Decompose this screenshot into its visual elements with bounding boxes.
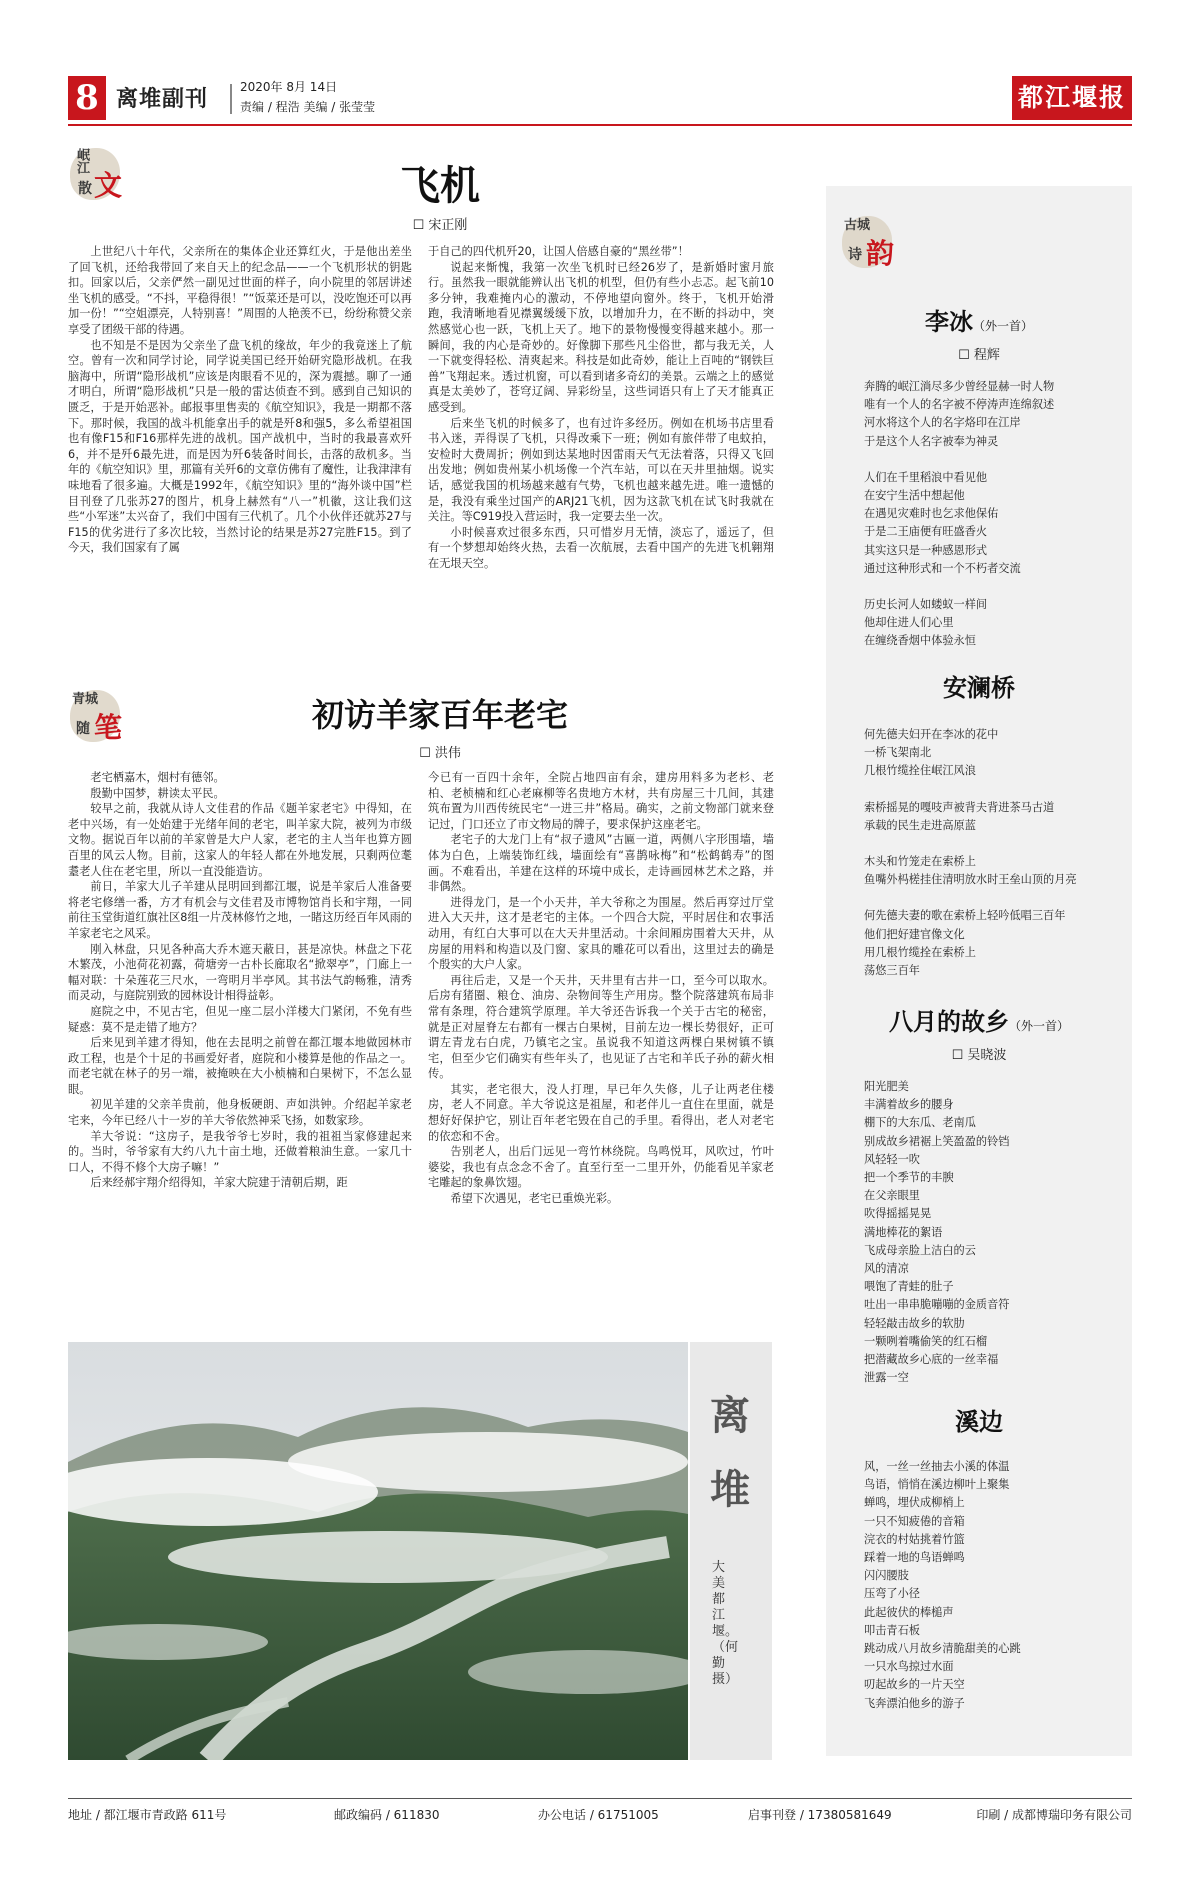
masthead-rule bbox=[68, 124, 1132, 126]
paragraph: 后来经郝宇翔介绍得知，羊家大院建于清朝后期，距 bbox=[90, 1176, 348, 1190]
poem-title-text: 安澜桥 bbox=[943, 673, 1015, 702]
issue-date: 2020年 8月 14日 bbox=[240, 80, 338, 94]
newspaper-logo: 都江堰报 bbox=[1012, 76, 1132, 120]
poem-line: 一只水鸟掠过水面 bbox=[864, 1660, 954, 1674]
paragraph: 前日，羊家大儿子羊建从昆明回到都江堰，说是羊家后人准备要将老宅修缮一番，方才有机会与文佳君及市博物馆肖长和宇翔，一同前往玉堂街道红旗社区8组一片茂林修竹之地，一睹这历经百年风雨的羊家老宅之风采。 bbox=[68, 880, 412, 940]
poem-line: 一桥飞架南北 bbox=[864, 746, 932, 760]
badge-small-text-2: 散 bbox=[78, 181, 92, 197]
article-plane-column-2 bbox=[428, 244, 774, 571]
footer-postcode: 邮政编码 / 611830 bbox=[334, 1808, 440, 1822]
poem-line: 把潜藏故乡心底的一丝幸福 bbox=[864, 1353, 999, 1367]
article-byline-old-house: ☐ 洪伟 bbox=[419, 746, 461, 761]
paragraph: 羊大爷说：“这房子，是我爷爷七岁时，我的祖祖当家修建起来的。当时，爷爷家有大约八九十亩土地，还做着粮油生意。一家几十口人，不得不修个大房子嘛！” bbox=[68, 1129, 412, 1174]
paragraph: 进得龙门，是一个小天井，羊大爷称之为围屋。然后再穿过厅堂进入大天井，这才是老宅的主体。一个四合大院，平时居住和农事活动用，有红白大事可以在大天井里活动。十余间厢房围着大天井，从房屋的用料和构造以及门窗、家具的雕花可以看出，这里过去的确是个殷实的大户人家。 bbox=[428, 895, 774, 972]
poem-title bbox=[826, 1002, 1132, 1037]
poem-line: 通过这种形式和一个不朽者交流 bbox=[864, 561, 1021, 575]
poem-line: 他们把好建官像文化 bbox=[864, 927, 965, 941]
badge-big-text: 笔 bbox=[94, 711, 123, 744]
badge-big-text: 韵 bbox=[866, 237, 895, 270]
paragraph: 希望下次遇见，老宅已重焕光彩。 bbox=[450, 1192, 619, 1206]
section-name: 离堆副刊 bbox=[116, 87, 209, 112]
poem-author: ☐ 吴晓波 bbox=[951, 1048, 1007, 1063]
masthead bbox=[68, 76, 1132, 122]
paragraph: 后来坐飞机的时候多了，也有过许多经历。例如在机场书店里看书入迷，弄得误了飞机，只得改乘下一班；例如有旅伴带了电蚊拍，安检时大费周折；例如到达某地时因雷雨天气无法着落，只得又飞回出发地；例如贵州某小机场像一个汽车站，可以在天井里抽烟。说实话，感觉我国的机场越来越有气势，飞机也越来越先进。唯一遗憾的是，我没有乘坐过国产的ARJ21飞机，因为这款飞机在试飞时我就在关注。等C919投入营运时，我一定要去坐一次。 bbox=[428, 416, 774, 524]
paragraph: 庭院之中，不见古宅，但见一座二层小洋楼大门紧闭，不免有些疑惑：莫不是走错了地方？ bbox=[68, 1004, 412, 1034]
poem-line: 他却住进人们心里 bbox=[864, 616, 954, 630]
article-title-plane: 飞机 bbox=[400, 162, 480, 209]
poem-title-text: 八月的故乡 bbox=[888, 1007, 1009, 1036]
poem-line: 喂饱了青蛙的肚子 bbox=[864, 1280, 954, 1294]
poem-body bbox=[864, 726, 1124, 980]
poem-line: 风的清凉 bbox=[864, 1262, 909, 1276]
article-byline-plane: ☐ 宋正刚 bbox=[412, 218, 468, 233]
article-house-column-2 bbox=[428, 770, 774, 1207]
poem-line: 在缠绕香烟中体验永恒 bbox=[864, 634, 976, 648]
poem-title bbox=[826, 668, 1132, 703]
poem-title bbox=[826, 1402, 1132, 1437]
poem-line: 一颗咧着嘴偷笑的红石榴 bbox=[864, 1334, 988, 1348]
poem-line: 其实这只是一种感恩形式 bbox=[864, 543, 988, 557]
paragraph: 上世纪八十年代，父亲所在的集体企业还算红火，于是他出差坐了回飞机，还给我带回了来自天上的纪念品——一个飞机形状的钥匙扣。回家以后，父亲俨然一副见过世面的样子，向小院里的邻居讲述坐飞机的感受。“不抖，平稳得很！”“饭菜还是可以，没吃饱还可以再加一份！”“空姐漂亮，人特别喜！”周围的人艳羡不已，纷纷称赞父亲享受了团级干部的待遇。 bbox=[68, 245, 412, 336]
column-badge-essay bbox=[68, 142, 126, 204]
poem-line: 荡悠三百年 bbox=[864, 964, 920, 978]
poem-line: 鱼嘴外杩槎挂住清明放水时王垒山顶的月亮 bbox=[864, 873, 1077, 887]
poem-title-text: 李冰 bbox=[924, 307, 973, 336]
poem-subtitle: （外一首） bbox=[1008, 1019, 1069, 1033]
poem-line: 历史长河人如蝼蚁一样间 bbox=[864, 598, 988, 612]
poem-line: 何先德夫妻的歌在索桥上轻吟低唱三百年 bbox=[864, 909, 1066, 923]
photo-title-char-1: 离 bbox=[710, 1392, 750, 1439]
badge-small-text: 岷江 bbox=[74, 148, 89, 174]
poem-line: 飞奔漂泊他乡的游子 bbox=[864, 1696, 965, 1710]
poem-line: 一只不知疲倦的音箱 bbox=[864, 1514, 965, 1528]
poem-line: 此起彼伏的棒槌声 bbox=[864, 1605, 954, 1619]
poem-line: 飞成母亲脸上洁白的云 bbox=[864, 1243, 976, 1257]
paragraph: 也不知是不是因为父亲坐了盘飞机的缘故，年少的我竟迷上了航空。曾有一次和同学讨论，同学说美国已经开始研究隐形战机。在我脑海中，所谓“隐形战机”应该是肉眼看不见的，深为震撼。聊了一通才明白，所谓“隐形战机”只是一般的雷达侦查不到。感到自己知识的匮乏，于是开始恶补。邮报事里售卖的《航空知识》，我是一期都不落下。那时候，我国的战斗机能拿出手的就是歼8和强5，多么希望祖国也有像F15和F16那样先进的战机。国产战机中，当时的我最喜欢歼6，并不是歼6最先进，而是因为歼6装备时间长，击落的敌机多。当年的《航空知识》里，那篇有关歼6的文章仿佛有了魔性，让我津津有味地看了很多遍。大概是1992年，《航空知识》里的“海外谈中国”栏目刊登了几张苏27的图片，机身上赫然有“八一”机徽，这让我们这些“小军迷”太兴奋了，我们中国有三代机了。几个小伙伴还就苏27与F15的优劣进行了多次比较，当然讨论的结果是苏27完胜F15。到了今天，我们国家有了属 bbox=[68, 338, 412, 555]
paragraph: 说起来惭愧，我第一次坐飞机时已经26岁了，是新婚时蜜月旅行。虽然我一眼就能辨认出飞机的机型，但仍有些小忐忑。起飞前10多分钟，我难掩内心的激动，不停地望向窗外。终于，飞机开始滑跑，我清晰地看见襟翼缓缓下放，以增加升力，在不断的抖动中，突然感觉心也一跃，飞机上天了。地下的景物慢慢变得越来越小。那一瞬间，我的内心是奇妙的。好像脚下那些凡尘俗世，都与我无关，人一下就变得轻松、清爽起来。科技是如此奇妙，能让上百吨的“钢铁巨兽”飞翔起来。透过机窗，可以看到诸多奇幻的美景。云端之上的感觉真是太美妙了，苍穹辽阔、异彩纷呈，这些词语只有上了天才能真正感受到。 bbox=[428, 260, 774, 414]
poem-line: 闪闪腰肢 bbox=[864, 1569, 909, 1583]
poem-line: 压弯了小径 bbox=[864, 1587, 920, 1601]
poem-line: 蝉鸣，埋伏成柳梢上 bbox=[864, 1496, 965, 1510]
poem-line: 吹得摇摇晃晃 bbox=[864, 1207, 932, 1221]
poem-line: 叨起故乡的一片天空 bbox=[864, 1678, 965, 1692]
poem-line: 泄露一空 bbox=[864, 1371, 909, 1385]
poem-line: 把一个季节的丰腴 bbox=[864, 1171, 954, 1185]
badge-small-text: 古城 bbox=[844, 218, 871, 233]
paragraph: 初见羊建的父亲羊贵前，他身板硬朗、声如洪钟。介绍起羊家老宅来，今年已经八十一岁的羊大爷依然神采飞扬，如数家珍。 bbox=[68, 1098, 412, 1128]
paragraph: 后来见到羊建才得知，他在去昆明之前曾在都江堰本地做园林市政工程，也是个十足的书画爱好者，庭院和小楼算是他的作品之一。而老宅就在林子的另一端，被掩映在大小桢楠和白果树下，不怎么显眼。 bbox=[68, 1036, 412, 1096]
badge-big-text: 文 bbox=[94, 169, 123, 202]
poem-subtitle: （外一首） bbox=[972, 319, 1033, 333]
column-badge-jotting bbox=[68, 684, 126, 746]
poem-line: 棚下的大东瓜、老南瓜 bbox=[864, 1116, 976, 1130]
paragraph: 较早之前，我就从诗人文佳君的作品《题羊家老宅》中得知，在老中兴场，有一处始建于光绪年间的老宅，叫羊家大院，被列为市级文物。据说百年以前的羊家曾是大户人家，老宅的主人当年也算方圆百里的风云人物。目前，这家人的年轻人都在外地发展，只剩两位耄耋老人住在老宅里，所以一直没能造访。 bbox=[68, 802, 412, 878]
poem-title-text: 溪边 bbox=[955, 1407, 1003, 1436]
poem-line: 几根竹缆拴住岷江风浪 bbox=[864, 764, 976, 778]
poem-line: 奔腾的岷江淌尽多少曾经显赫一时人物 bbox=[864, 380, 1055, 393]
poem-line: 在安宁生活中想起他 bbox=[864, 489, 965, 503]
paragraph: 于自己的四代机歼20，让国人倍感自豪的“黑丝带”！ bbox=[428, 245, 689, 258]
paragraph: 其实，老宅很大，没人打理，早已年久失修，儿子让两老住楼房，老人不同意。羊大爷说这是祖屋，和老伴儿一直住在里面，就是想好好保护它，别让百年老宅毁在自己的手里。看得出，老人对老宅的依恋和不舍。 bbox=[428, 1082, 774, 1143]
poem-line: 承载的民生走进高原蓝 bbox=[864, 818, 976, 832]
poem-line: 河水将这个人的名字烙印在江岸 bbox=[864, 416, 1021, 430]
badge-small-text-2: 随 bbox=[76, 721, 90, 737]
photo-title-char-2: 堆 bbox=[710, 1466, 750, 1513]
river-valley-illustration bbox=[68, 1342, 688, 1760]
article-title-old-house: 初访羊家百年老宅 bbox=[311, 696, 568, 734]
poem-line: 吐出一串串脆嘣嘣的金质音符 bbox=[864, 1298, 1010, 1312]
poem-line: 木头和竹笼走在索桥上 bbox=[864, 855, 976, 869]
paragraph: 再往后走，又是一个天井，天井里有古井一口，至今可以取水。后房有猪圈、粮仓、油房、杂物间等生产用房。整个院落建筑布局非常有条理，符合建筑学原理。羊大爷还告诉我一个关于古宅的秘密，就是正对屋脊左右都有一棵古白果树，目前左边一棵长势很好，正可谓左青龙右白虎，乃镇宅之宝。虽说我不知道这两棵白果树镇不镇宅，但至少它们确实有些年头了，也见证了古宅和羊氏子孙的薪火相传。 bbox=[428, 973, 774, 1081]
paragraph: 老宅栖嘉木，烟村有德邻。 bbox=[90, 771, 225, 784]
poem-line: 于是这个人名字被奉为神灵 bbox=[864, 434, 999, 448]
poem-author: ☐ 程辉 bbox=[958, 348, 1000, 363]
poem-line: 阳光肥美 bbox=[864, 1080, 909, 1093]
poem-line: 于是二王庙便有旺盛香火 bbox=[864, 525, 988, 539]
article-plane-column-1 bbox=[68, 244, 412, 556]
badge-small-text-2: 诗 bbox=[848, 247, 862, 263]
poem-body bbox=[864, 1078, 1124, 1387]
poem-line: 丰满着故乡的腰身 bbox=[864, 1098, 954, 1112]
poem-line: 在父亲眼里 bbox=[864, 1189, 920, 1203]
poem-line: 别成故乡裙裾上笑盈盈的铃铛 bbox=[864, 1134, 1010, 1148]
footer-address: 地址 / 都江堰市青政路 611号 bbox=[68, 1808, 227, 1822]
poem-line: 鸟语，悄悄在溪边柳叶上聚集 bbox=[864, 1478, 1010, 1492]
poem-line: 满地棒花的絮语 bbox=[864, 1225, 943, 1239]
poem-line: 何先德夫妇开在李冰的花中 bbox=[864, 728, 999, 741]
article-house-column-1 bbox=[68, 770, 412, 1191]
poem-line: 风，一丝一丝抽去小溪的体温 bbox=[864, 1460, 1010, 1473]
poem-line: 叩击青石板 bbox=[864, 1623, 920, 1637]
poem-line: 浣衣的村姑挑着竹篮 bbox=[864, 1532, 965, 1546]
footer-office-phone: 办公电话 / 61751005 bbox=[538, 1808, 659, 1822]
paragraph: 殷勤中国梦，耕读太平民。 bbox=[90, 786, 225, 800]
poem-line: 轻轻敲击故乡的软肋 bbox=[864, 1316, 965, 1330]
editors-line: 责编 / 程浩 美编 / 张莹莹 bbox=[240, 100, 376, 114]
footer-rule bbox=[68, 1798, 1132, 1799]
poem-line: 人们在千里稻浪中看见他 bbox=[864, 470, 988, 484]
poem-line: 用几根竹缆拴在索桥上 bbox=[864, 945, 976, 959]
poem-title bbox=[826, 302, 1132, 337]
poem-line: 踩着一地的鸟语蝉鸣 bbox=[864, 1551, 965, 1565]
column-badge-poetry bbox=[840, 210, 898, 272]
paragraph: 老宅子的大龙门上有“叔子遗风”古匾一道，两侧八字形围墙，墙体为白色，上端装饰红线，墙面绘有“喜鹊咏梅”和“松鹤鹤寿”的图画。不难看出，羊建在这样的环境中成长，走诗画园林艺术之路，并非偶然。 bbox=[428, 833, 774, 894]
poem-line: 唯有一个人的名字被不停涛声连绵叙述 bbox=[864, 398, 1055, 412]
poem-line: 在遇见灾难时也乞求他保佑 bbox=[864, 507, 999, 521]
badge-small-text: 青城 bbox=[72, 692, 99, 707]
footer-ad-phone: 启事刊登 / 17380581649 bbox=[748, 1808, 892, 1822]
page-number: 8 bbox=[68, 76, 106, 120]
masthead-divider bbox=[230, 84, 232, 114]
poem-line: 跳动成八月故乡清脆甜美的心跳 bbox=[864, 1642, 1021, 1656]
footer-printer: 印刷 / 成都博瑞印务有限公司 bbox=[976, 1808, 1132, 1822]
paragraph: 刚入林盘，只见各种高大乔木遮天蔽日，甚是凉快。林盘之下花木繁茂，小池荷花初露，荷塘旁一古朴长廊取名“掀翠亭”，门廊上一幅对联：十朵莲花三尺水，一弯明月半亭风。其书法气韵畅雅，清秀而灵动，与庭院别致的园林设计相得益彰。 bbox=[68, 942, 412, 1003]
poem-line: 风轻轻一吹 bbox=[864, 1152, 920, 1166]
paragraph: 告别老人，出后门远见一弯竹林绕院。鸟鸣悦耳，风吹过，竹叶婆娑，我也有点念念不舍了。直至行至一二里开外，仍能看见羊家老宅雕起的象鼻饮翅。 bbox=[428, 1145, 774, 1190]
photo-caption: 大美都江堰。（何勤 摄） bbox=[712, 1560, 739, 1687]
poem-body bbox=[864, 1458, 1124, 1713]
paragraph: 今已有一百四十余年，全院占地四亩有余，建房用料多为老杉、老柏、老桢楠和红心老麻柳等名贵地方木材，共有房屋三十几间，其建筑布置为川西传统民宅“一进三井”格局。确实，之前文物部门就来登记过，门口还立了市文物局的牌子，要求保护这座老宅。 bbox=[428, 771, 774, 831]
landscape-photo bbox=[68, 1342, 688, 1760]
paragraph: 小时候喜欢过很多东西，只可惜岁月无情，淡忘了，遥远了，但有一个梦想却始终火热，去看一次航展，去看中国产的先进飞机翱翔在无垠天空。 bbox=[428, 525, 774, 570]
poem-line: 索桥摇晃的嘎吱声被背夫背进茶马古道 bbox=[864, 800, 1055, 814]
poem-body bbox=[864, 378, 1124, 651]
